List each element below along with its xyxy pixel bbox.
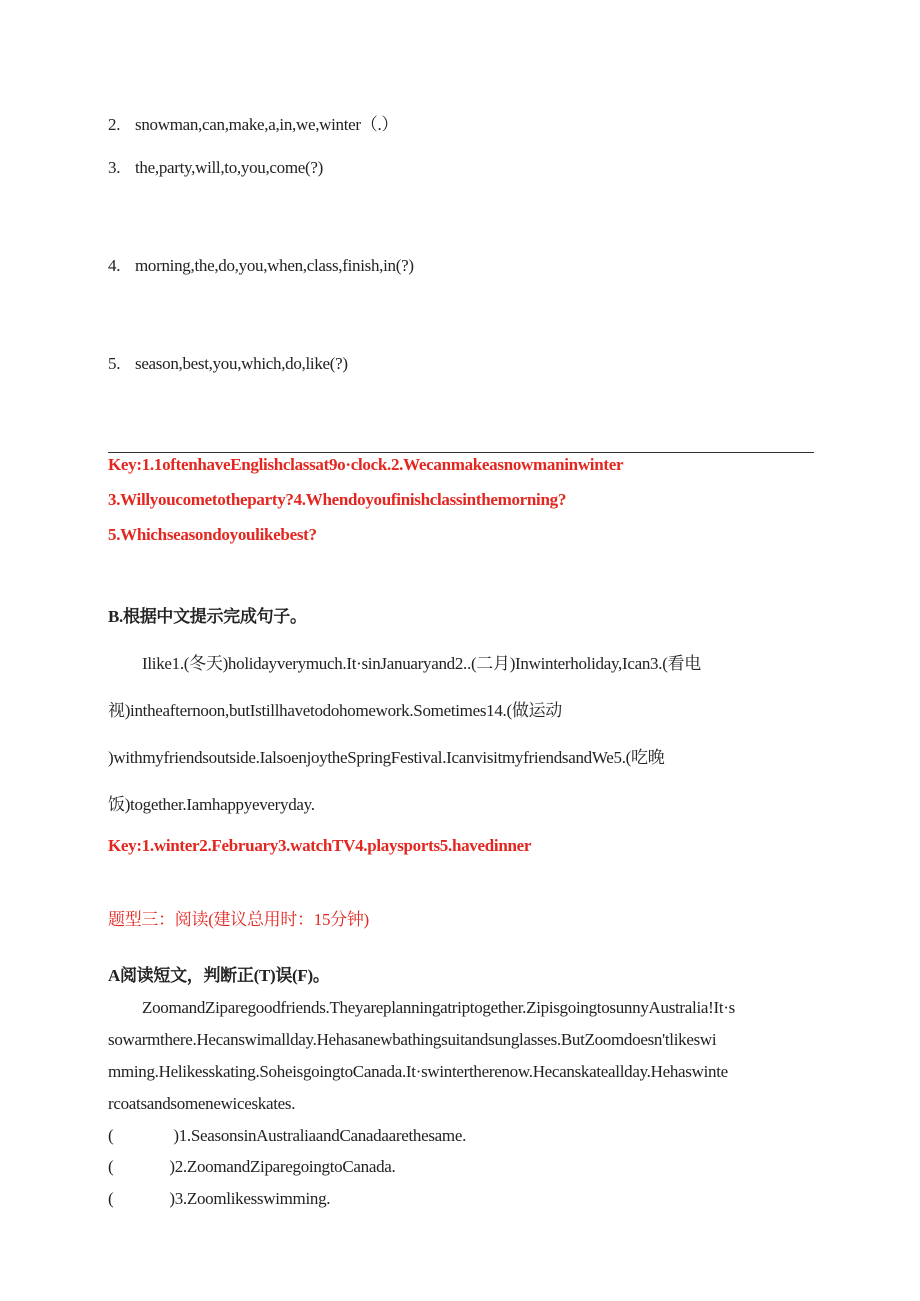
answer-paren-open: ( bbox=[108, 1126, 114, 1145]
section-a-passage-line-2: sowarmthere.Hecanswimallday.Hehasanewbathingsuitandsunglasses.ButZoomdoesn'tlikeswi bbox=[108, 1030, 717, 1049]
section-b-title-text: B.根据中文提示完成句子。 bbox=[108, 607, 307, 626]
question-2 bbox=[108, 110, 398, 135]
answer-key-line-1: Key:1.1oftenhaveEnglishclassat9o·clock.2.Wecanmakeasnowmaninwinter bbox=[108, 455, 624, 474]
question-text: the,party,will,to,you,come(?) bbox=[135, 158, 323, 177]
section-b-answer-key: Key:1.winter2.February3.watchTV4.playsports5.havedinner bbox=[108, 836, 532, 855]
section-a-passage-line-3: mming.Helikesskating.SoheisgoingtoCanada.It·swintertherenow.Hecanskateallday.Hehaswinte bbox=[108, 1062, 728, 1081]
section-b-para-line-3: )withmyfriendsoutside.IalsoenjoytheSpringFestival.IcanvisitmyfriendsandWe5.(吃晚 bbox=[108, 748, 665, 767]
answer-paren-open: ( bbox=[108, 1157, 114, 1176]
answer-paren-open: ( bbox=[108, 1189, 114, 1208]
divider bbox=[108, 452, 814, 453]
section-a-passage-line-4: rcoatsandsomenewiceskates. bbox=[108, 1094, 296, 1113]
section-b-para-line-2: 视)intheafternoon,butIstillhavetodohomework.Sometimes14.(做运动 bbox=[108, 701, 562, 720]
section-b-para-line-4: 饭)together.Iamhappyeveryday. bbox=[108, 795, 315, 814]
tf-item-1 bbox=[108, 1126, 466, 1146]
tf-item-3 bbox=[108, 1189, 330, 1209]
section-a-passage-line-1: ZoomandZiparegoodfriends.Theyareplanningatriptogether.ZipisgoingtosunnyAustralia!It·s bbox=[142, 998, 735, 1017]
tf-item-text: )2.ZoomandZiparegoingtoCanada. bbox=[169, 1157, 396, 1176]
section-a-title-text: A阅读短文，判断正(T)误(F)。 bbox=[108, 966, 330, 985]
section-a-title bbox=[108, 961, 330, 986]
question-text: snowman,can,make,a,in,we,winter（.） bbox=[135, 115, 399, 134]
section-b-title bbox=[108, 602, 307, 627]
question-5 bbox=[108, 354, 348, 374]
tf-item-2 bbox=[108, 1157, 395, 1177]
question-number: 3. bbox=[108, 158, 121, 177]
type-3-title: 题型三：阅读(建议总用时：15分钟) bbox=[108, 910, 369, 929]
tf-item-text: )1.SeasonsinAustraliaandCanadaarethesame. bbox=[173, 1126, 467, 1145]
answer-key-line-3: 5.Whichseasondoyoulikebest? bbox=[108, 525, 317, 544]
section-b-para-line-1: Ilike1.(冬天)holidayverymuch.It·sinJanuaryand2..(二月)Inwinterholiday,Ican3.(看电 bbox=[142, 654, 701, 673]
tf-item-text: )3.Zoomlikesswimming. bbox=[169, 1189, 331, 1208]
question-number: 2. bbox=[108, 115, 121, 134]
question-number: 5. bbox=[108, 354, 121, 373]
question-text: morning,the,do,you,when,class,finish,in(?) bbox=[135, 256, 414, 275]
question-3 bbox=[108, 158, 323, 178]
question-text: season,best,you,which,do,like(?) bbox=[135, 354, 348, 373]
question-4 bbox=[108, 256, 414, 276]
question-number: 4. bbox=[108, 256, 121, 275]
answer-key-line-2: 3.Willyoucometotheparty?4.Whendoyoufinishclassinthemorning? bbox=[108, 490, 567, 509]
